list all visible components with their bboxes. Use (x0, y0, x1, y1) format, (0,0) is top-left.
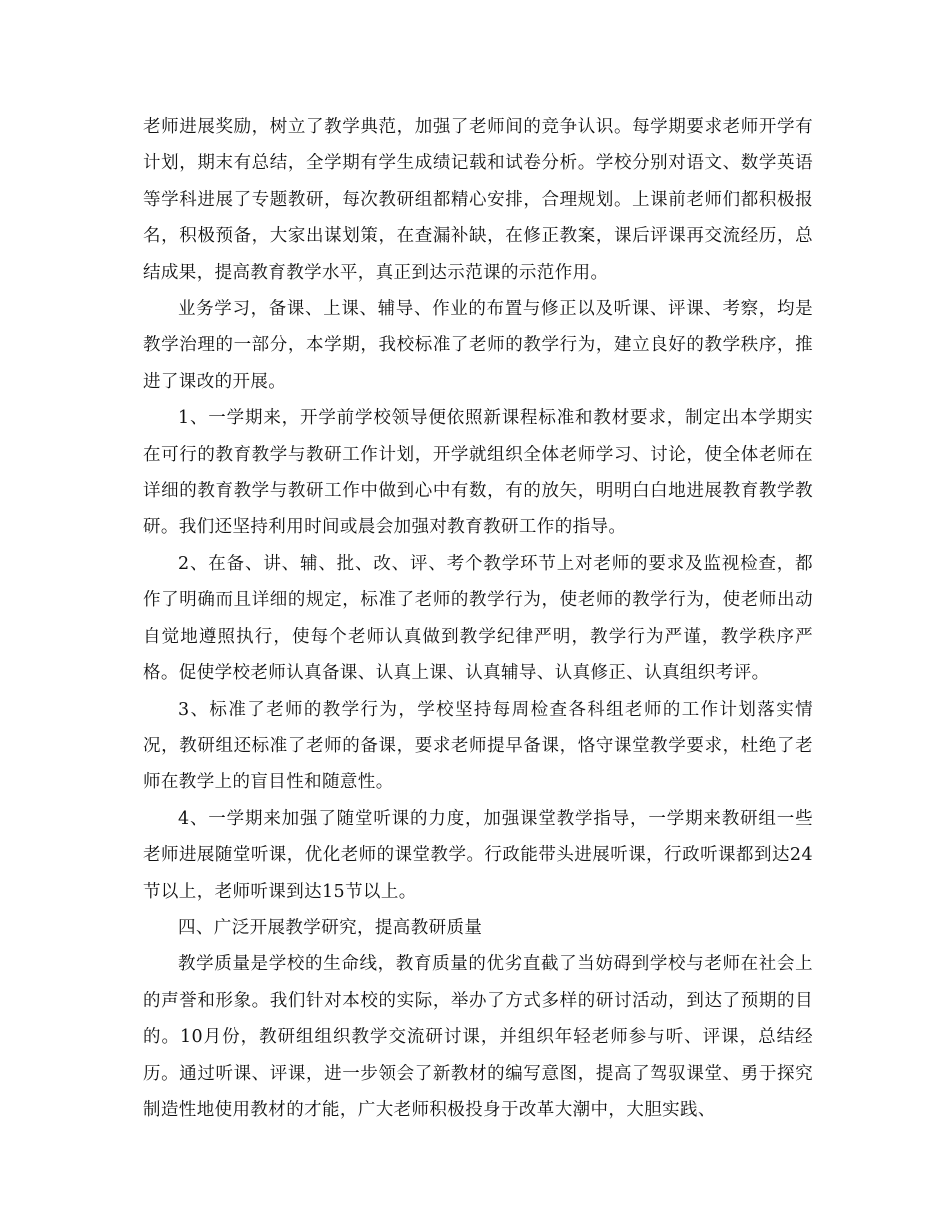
paragraph-business-study: 业务学习，备课、上课、辅导、作业的布置与修正以及听课、评课、考察，均是教学治理的一部分，本学期，我校标准了老师的教学行为，建立良好的教学秩序，推进了课改的开展。 (143, 299, 813, 392)
paragraph-item-2: 2、在备、讲、辅、批、改、评、考个教学环节上对老师的要求及监视检查，都作了明确而且详细的规定，标准了老师的教学行为，使老师的教学行为，使老师出动自觉地遵照执行，使每个老师认真做到教学纪律严明，教学行为严谨，教学秩序严格。促使学校老师认真备课、认真上课、认真辅导、认真修正、认真组织考评。 (143, 553, 813, 684)
paragraph-item-1: 1、一学期来，开学前学校领导便依照新课程标准和教材要求，制定出本学期实在可行的教育教学与教研工作计划，开学就组织全体老师学习、讨论，使全体老师在详细的教育教学与教研工作中做到心中有数，有的放矢，明明白白地进展教育教学教研。我们还坚持利用时间或晨会加强对教育教研工作的指导。 (143, 408, 813, 538)
document-body (143, 109, 813, 1128)
paragraph-item-3: 3、标准了老师的教学行为，学校坚持每周检查各科组老师的工作计划落实情况，教研组还标准了老师的备课，要求老师提早备课，恪守课堂教学要求，杜绝了老师在教学上的盲目性和随意性。 (143, 699, 813, 793)
paragraph-item-4: 4、一学期来加强了随堂听课的力度，加强课堂教学指导，一学期来教研组一些老师进展随堂听课，优化老师的课堂教学。行政能带头进展听课，行政听课都到达24节以上，老师听课到达15节以上。 (143, 808, 813, 902)
paragraph-teaching-quality: 教学质量是学校的生命线，教育质量的优劣直截了当妨碍到学校与老师在社会上的声誉和形象。我们针对本校的实际，举办了方式多样的研讨活动，到达了预期的目的。10月份，教研组组织教学交流研讨课，并组织年轻老师参与听、评课，总结经历。通过听课、评课，进一步领会了新教材的编写意图，提高了驾驭课堂、勇于探究制造性地使用教材的才能，广大老师积极投身于改革大潮中，大胆实践、 (143, 954, 813, 1120)
paragraph-continuation: 老师进展奖励，树立了教学典范，加强了老师间的竞争认识。每学期要求老师开学有计划，期末有总结，全学期有学生成绩记载和试卷分析。学校分别对语文、数学英语等学科进展了专题教研，每次教研组都精心安排，合理规划。上课前老师们都积极报名，积极预备，大家出谋划策，在查漏补缺，在修正教案，课后评课再交流经历，总结成果，提高教育教学水平，真正到达示范课的示范作用。 (143, 117, 813, 283)
section-heading-4: 四、广泛开展教学研究，提高教研质量 (178, 917, 483, 938)
